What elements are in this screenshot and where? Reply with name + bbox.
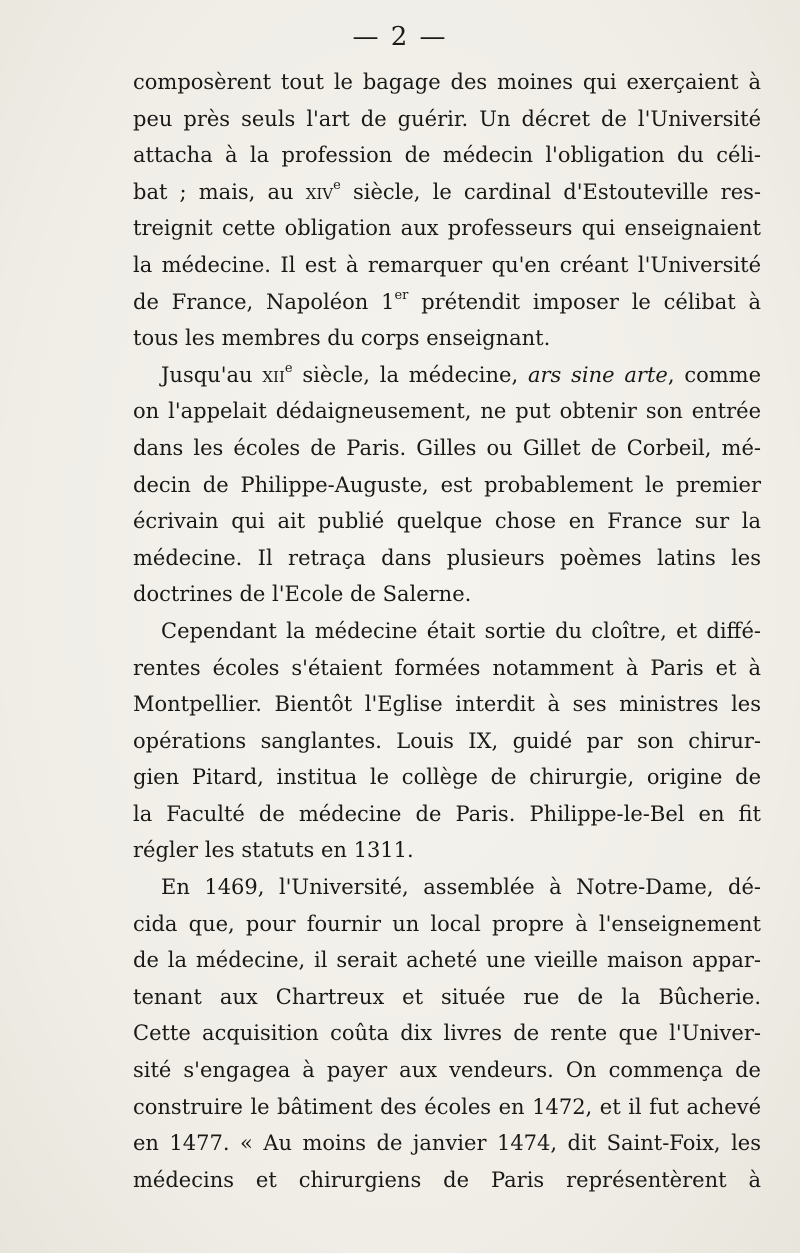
text-sc: xiv: [305, 179, 334, 204]
text-em: ars sine arte: [527, 362, 668, 387]
text-line: [133, 137, 761, 174]
text-run: siècle, la médecine,: [292, 362, 528, 387]
text-run: treignit cette obligation aux professeurs qui enseignaient: [133, 216, 761, 241]
text-line: [133, 284, 761, 321]
text-line: [133, 869, 761, 906]
text-line: [133, 613, 761, 650]
text-line: [133, 320, 761, 357]
text-run: on l'appelait dédaigneusement, ne put obtenir son entrée: [133, 399, 761, 424]
text-line: [133, 1125, 761, 1162]
text-line: [133, 357, 761, 394]
text-run: Cependant la médecine était sortie du cloître, et diffé-: [161, 618, 761, 643]
text-run: cida que, pour fournir un local propre à l'enseignement: [133, 911, 761, 936]
page-number: — 2 —: [352, 22, 448, 52]
text-sup: e: [333, 177, 341, 193]
text-run: , comme: [667, 362, 761, 387]
text-run: sité s'engagea à payer aux vendeurs. On commença de: [133, 1058, 761, 1083]
text-line: [133, 979, 761, 1016]
text-sup: er: [394, 287, 409, 303]
text-run: dans les écoles de Paris. Gilles ou Gillet de Corbeil, mé-: [133, 435, 761, 460]
text-run: decin de Philippe-Auguste, est probablement le premier: [133, 472, 761, 497]
text-run: médecins et chirurgiens de Paris représentèrent à: [133, 1167, 761, 1192]
text-run: Jusqu'au: [161, 362, 263, 387]
text-sup: e: [284, 360, 293, 376]
text-line: [133, 1089, 761, 1126]
text-run: Cette acquisition coûta dix livres de rente que l'Univer-: [133, 1021, 761, 1046]
text-line: [133, 467, 761, 504]
text-run: siècle, le cardinal d'Estouteville res-: [340, 179, 761, 204]
text-run: bat ; mais, au: [133, 179, 306, 204]
text-run: médecine. Il retraça dans plusieurs poèmes latins les: [133, 545, 761, 570]
text-line: [133, 650, 761, 687]
text-line: [133, 101, 761, 138]
text-line: [133, 430, 761, 467]
text-run: attacha à la profession de médecin l'obligation du céli-: [133, 143, 761, 168]
text-run: construire le bâtiment des écoles en 1472, et il fut achevé: [133, 1094, 761, 1119]
text-run: Montpellier. Bientôt l'Eglise interdit à ses ministres les: [133, 692, 761, 717]
text-line: [133, 64, 761, 101]
text-run: en 1477. « Au moins de janvier 1474, dit Saint-Foix, les: [133, 1131, 761, 1156]
text-run: opérations sanglantes. Louis IX, guidé par son chirur-: [133, 728, 761, 753]
text-line: [133, 174, 761, 211]
text-line: [133, 906, 761, 943]
text-run: de France, Napoléon 1: [133, 289, 395, 314]
text-run: tous les membres du corps enseignant.: [133, 326, 551, 351]
text-line: [133, 576, 761, 613]
text-line: [133, 1052, 761, 1089]
text-line: [133, 210, 761, 247]
text-run: la médecine. Il est à remarquer qu'en créant l'Université: [133, 252, 761, 277]
text-line: [133, 686, 761, 723]
text-line: [133, 503, 761, 540]
text-sc: xii: [262, 362, 285, 387]
text-run: tenant aux Chartreux et située rue de la Bûcherie.: [133, 984, 761, 1009]
text-line: [133, 759, 761, 796]
text-run: de la médecine, il serait acheté une vieille maison appar-: [133, 948, 761, 973]
body-text: [133, 64, 761, 1198]
text-run: peu près seuls l'art de guérir. Un décret de l'Université: [133, 106, 761, 131]
text-run: la Faculté de médecine de Paris. Philippe-le-Bel en fit: [133, 801, 761, 826]
text-run: rentes écoles s'étaient formées notamment à Paris et à: [133, 655, 761, 680]
text-line: [133, 393, 761, 430]
text-run: En 1469, l'Université, assemblée à Notre-Dame, dé-: [161, 875, 761, 900]
text-run: gien Pitard, institua le collège de chirurgie, origine de: [133, 765, 761, 790]
text-run: écrivain qui ait publié quelque chose en France sur la: [133, 509, 761, 534]
text-line: [133, 1015, 761, 1052]
text-line: [133, 942, 761, 979]
text-run: prétendit imposer le célibat à: [408, 289, 762, 314]
text-line: [133, 247, 761, 284]
text-line: [133, 723, 761, 760]
text-line: [133, 1162, 761, 1199]
text-run: composèrent tout le bagage des moines qui exerçaient à: [133, 70, 761, 94]
text-line: [133, 540, 761, 577]
text-line: [133, 796, 761, 833]
text-run: régler les statuts en 1311.: [133, 838, 414, 863]
text-run: doctrines de l'Ecole de Salerne.: [133, 582, 472, 607]
text-line: [133, 832, 761, 869]
